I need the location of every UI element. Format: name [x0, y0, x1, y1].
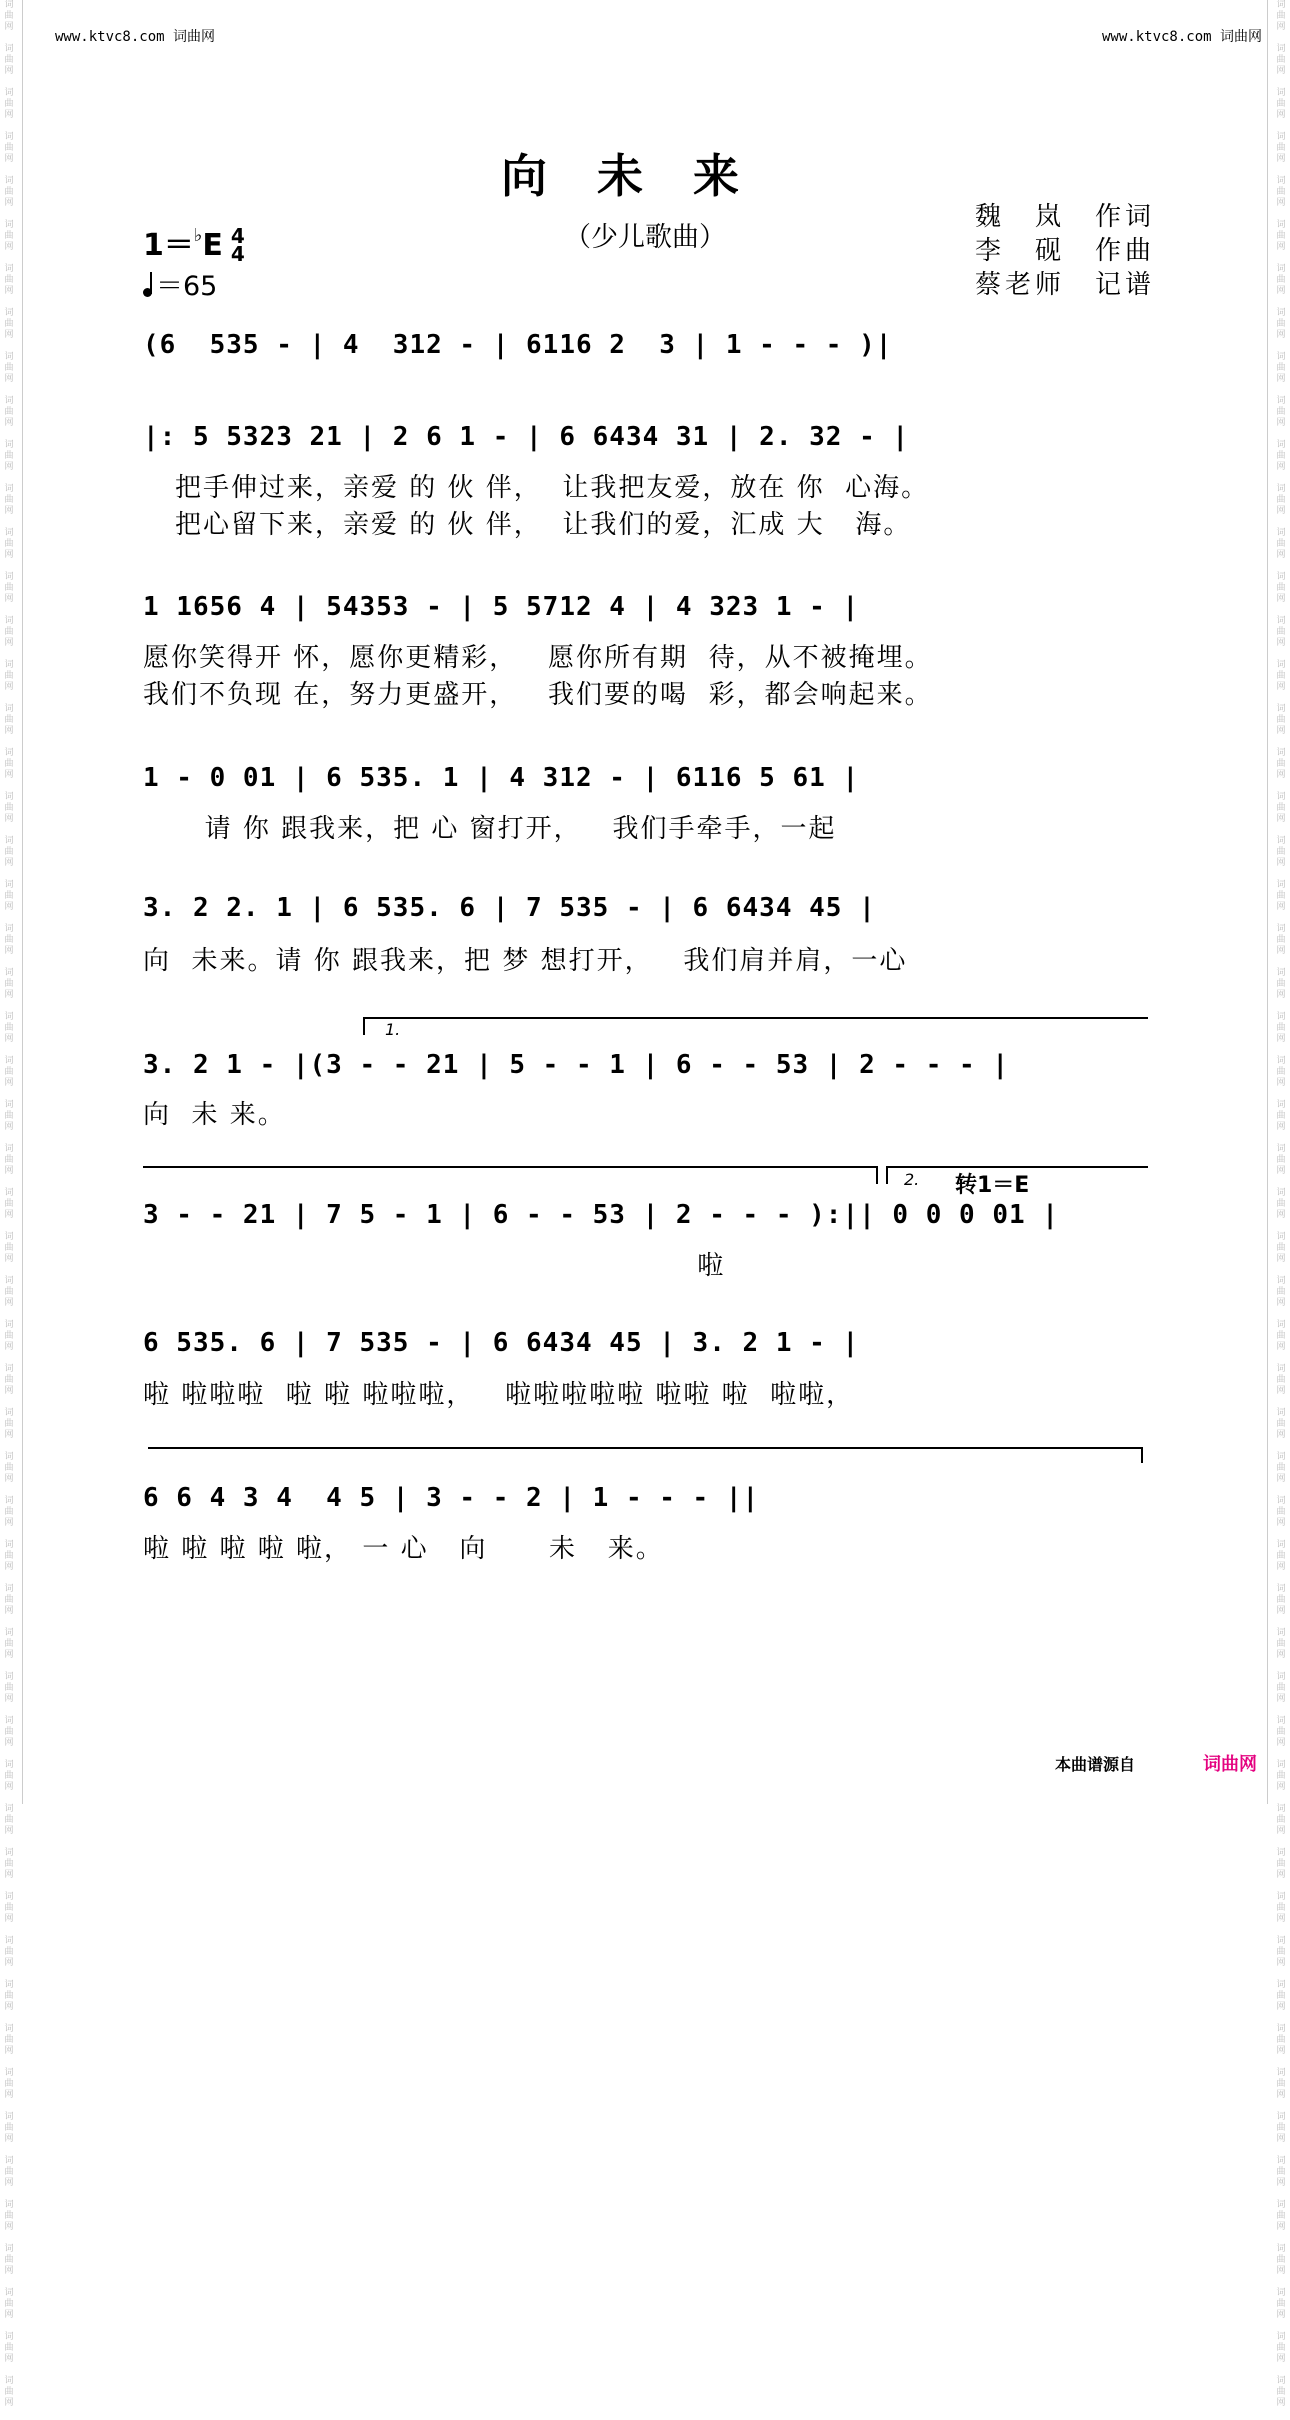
footer-source-label: 本曲谱源自 [1055, 1755, 1136, 1774]
lyric-system-2-verse-2: 把心留下来，亲爱 的 伙 伴， 让我们的爱，汇成 大 海。 [175, 510, 912, 540]
notation-system-6: 3. 2 1 - |(3 - - 21 | 5 - - 1 | 6 - - 53 | 2 - - - | [143, 1050, 1009, 1080]
slur-final-phrase [148, 1447, 1143, 1449]
lyric-system-5: 向 未来。请 你 跟我来，把 梦 想打开， 我们肩并肩，一心 [143, 946, 908, 976]
notation-system-3: 1 1656 4 | 54353 - | 5 5712 4 | 4 323 1 - | [143, 592, 860, 622]
transcriber-credit: 蔡老师 记谱 [975, 270, 1156, 300]
composer-credit: 李 砚 作曲 [975, 236, 1156, 266]
volta-1-continuation-end [876, 1166, 878, 1184]
flat-sign: ♭ [193, 225, 203, 246]
notation-system-9: 6 6 4 3 4 4 5 | 3 - - 2 | 1 - - - || [143, 1483, 760, 1513]
volta-1-continuation [143, 1166, 878, 1168]
notation-system-1: (6 535 - | 4 312 - | 6116 2 3 | 1 - - - )| [143, 330, 893, 360]
lyric-system-3-verse-1: 愿你笑得开 怀，愿你更精彩， 愿你所有期 待，从不被掩埋。 [143, 643, 933, 673]
notation-system-5: 3. 2 2. 1 | 6 535. 6 | 7 535 - | 6 6434 45 | [143, 893, 876, 923]
time-signature [230, 224, 245, 266]
left-watermark-strip: 词 曲 网 词 曲 网 词 曲 网 词 曲 网 词 曲 网 词 曲 网 词 曲 网 词 曲 网 词 曲 网 词 曲 网 词 曲 网 词 曲 网 词 曲 网 词 曲 网 词 曲 网 词 曲 网 词 曲 网 词 曲 网 词 曲 网 词 曲 网 词 曲 网 词 曲 网 词 曲 网 词 曲 网 词 曲 网 词 曲 网 词 曲 网 词 曲 网 词 曲 网 词 曲 网 词 曲 网 词 曲 网 词 曲 网 词 曲 网 词 曲 网 词 曲 网 词 曲 网 词 曲 网 词 曲 网 词 曲 网 词 曲 网 词 曲 网 词 曲 网 词 曲 网 词 曲 网 词 曲 网 词 曲 网 词 曲 网 词 曲 网 词 曲 网 词 曲 网 词 曲 网 词 曲 网 词 曲 网 词 曲 网 [4, 0, 14, 2408]
slur-final-phrase-end [1141, 1447, 1143, 1463]
lyricist-credit: 魏 岚 作词 [975, 202, 1156, 232]
lyric-system-9: 啦 啦 啦 啦 啦， 一 心 向 未 来。 [143, 1534, 664, 1564]
right-watermark-strip: 词 曲 网 词 曲 网 词 曲 网 词 曲 网 词 曲 网 词 曲 网 词 曲 网 词 曲 网 词 曲 网 词 曲 网 词 曲 网 词 曲 网 词 曲 网 词 曲 网 词 曲 网 词 曲 网 词 曲 网 词 曲 网 词 曲 网 词 曲 网 词 曲 网 词 曲 网 词 曲 网 词 曲 网 词 曲 网 词 曲 网 词 曲 网 词 曲 网 词 曲 网 词 曲 网 词 曲 网 词 曲 网 词 曲 网 词 曲 网 词 曲 网 词 曲 网 词 曲 网 词 曲 网 词 曲 网 词 曲 网 词 曲 网 词 曲 网 词 曲 网 词 曲 网 词 曲 网 词 曲 网 词 曲 网 词 曲 网 词 曲 网 词 曲 网 词 曲 网 词 曲 网 词 曲 网 词 曲 网 词 曲 网 [1276, 0, 1286, 2408]
volta-1-bracket-end [363, 1017, 365, 1035]
song-subtitle: （少儿歌曲） [564, 222, 726, 253]
tempo-value: ＝65 [156, 271, 218, 302]
volta-2-bracket-end [886, 1166, 888, 1184]
lyric-system-7: 啦 [143, 1251, 726, 1281]
left-divider [22, 0, 23, 1804]
footer-site-link[interactable]: 词曲网 [1203, 1754, 1257, 1775]
notation-system-2: |: 5 5323 21 | 2 6 1 - | 6 6434 31 | 2. 32 - | [143, 422, 910, 452]
lyric-system-2-verse-1: 把手伸过来，亲爱 的 伙 伴， 让我把友爱，放在 你 心海。 [175, 473, 930, 503]
volta-2-label: 2. [904, 1170, 920, 1189]
key-note: E [202, 228, 223, 263]
lyric-system-3-verse-2: 我们不负现 在，努力更盛开， 我们要的喝 彩，都会响起来。 [143, 680, 933, 710]
volta-1-label: 1. [385, 1020, 401, 1039]
tempo-marking [143, 264, 217, 303]
notation-system-4: 1 - 0 01 | 6 535. 1 | 4 312 - | 6116 5 61 | [143, 763, 860, 793]
notation-system-7: 3 - - 21 | 7 5 - 1 | 6 - - 53 | 2 - - - ):|| 0 0 0 01 | [143, 1200, 1059, 1230]
lyric-system-6: 向 未 来。 [143, 1100, 286, 1130]
song-title: 向未来 [501, 149, 789, 203]
lyric-system-8: 啦 啦啦啦 啦 啦 啦啦啦， 啦啦啦啦啦 啦啦 啦 啦啦， [143, 1380, 855, 1410]
quarter-note-icon [143, 288, 152, 297]
time-bottom: 4 [230, 242, 245, 266]
lyric-system-4: 请 你 跟我来，把 心 窗打开， 我们手牵手，一起 [143, 814, 837, 844]
time-top: 4 [230, 224, 245, 248]
right-divider [1267, 0, 1268, 1804]
key-signature [143, 220, 245, 264]
key-prefix: 1＝ [143, 228, 194, 263]
modulation-marking: 转1＝E [955, 1173, 1030, 1198]
volta-1-bracket [363, 1017, 1148, 1019]
watermark-right: www.ktvc8.com 词曲网 [1102, 29, 1263, 45]
watermark-left: www.ktvc8.com 词曲网 [55, 29, 216, 45]
notation-system-8: 6 535. 6 | 7 535 - | 6 6434 45 | 3. 2 1 - | [143, 1328, 860, 1358]
